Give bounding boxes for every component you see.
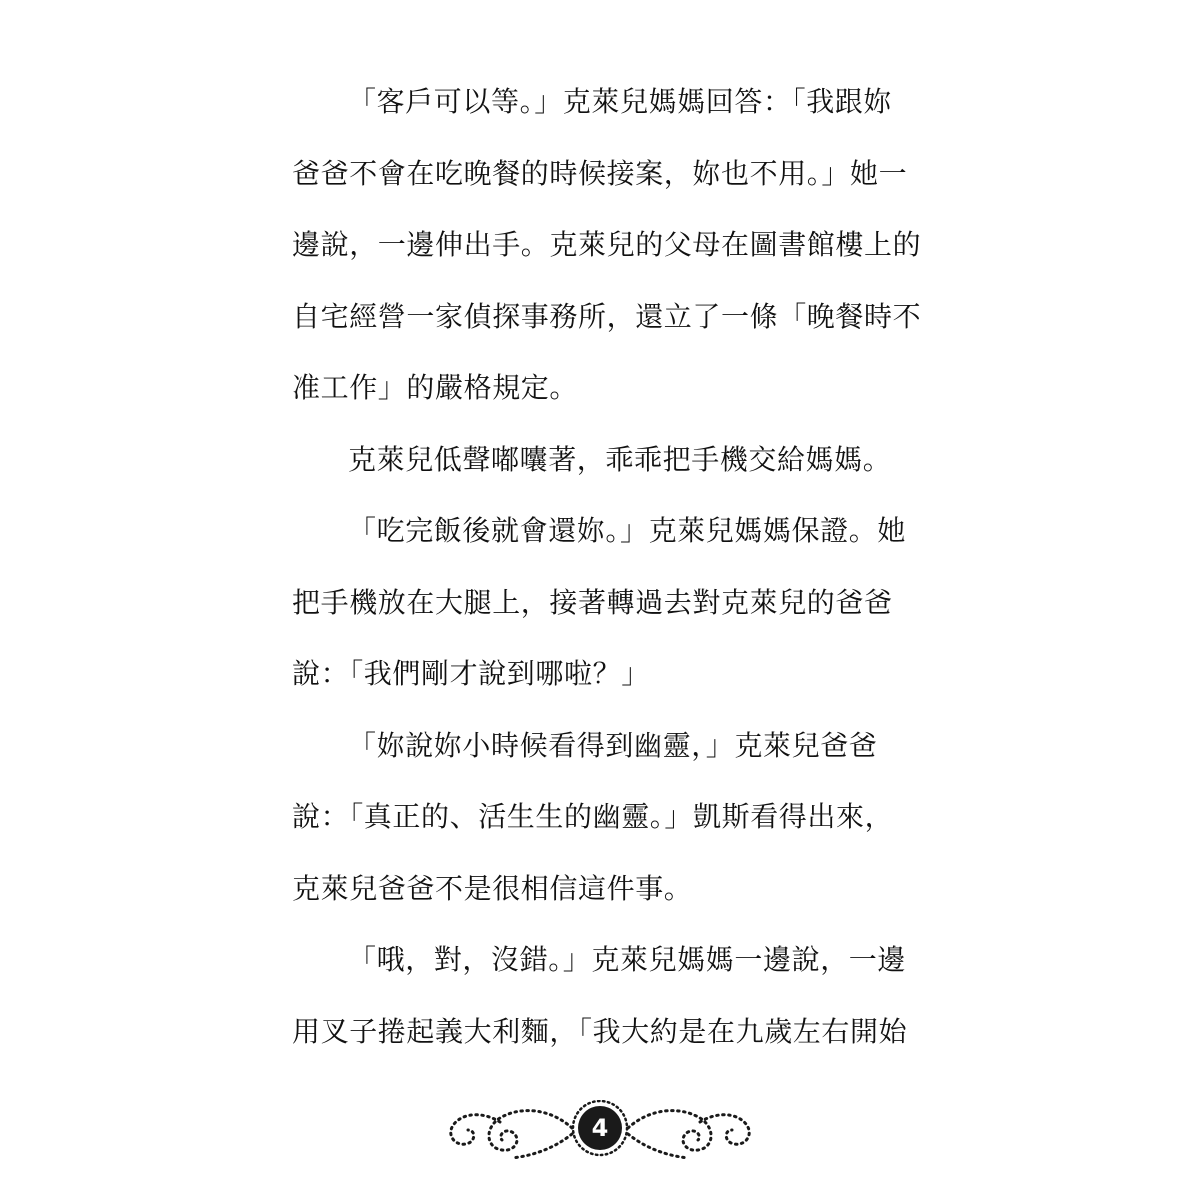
text-line: 「哦，對，沒錯。」克萊兒媽媽一邊說，一邊: [348, 943, 907, 976]
page-number: 4: [591, 1114, 609, 1142]
text-line: 把手機放在大腿上，接著轉過去對克萊兒的爸爸: [292, 585, 893, 619]
text-line: 「吃完飯後就會還妳。」克萊兒媽媽保證。她: [348, 514, 907, 547]
body-text: [292, 66, 922, 1067]
text-line: 「妳說妳小時候看得到幽靈，」克萊兒爸爸: [348, 728, 878, 762]
text-line: 說：「我們剛才說到哪啦？」: [292, 657, 650, 690]
text-line: 自宅經營一家偵探事務所，還立了一條「晚餐時不: [292, 299, 922, 333]
text-line: 說：「真正的、活生生的幽靈。」凱斯看得出來，: [292, 800, 894, 833]
text-line: 准工作」的嚴格規定。: [292, 371, 579, 404]
text-line: 克萊兒低聲嘟囔著，乖乖把手機交給媽媽。: [348, 442, 892, 476]
text-line: 「客戶可以等。」克萊兒媽媽回答：「我跟妳: [348, 85, 893, 118]
text-line: 邊說，一邊伸出手。克萊兒的父母在圖書館樓上的: [292, 228, 922, 261]
text-line: 用叉子捲起義大利麵，「我大約是在九歲左右開始: [292, 1014, 908, 1048]
text-line: 克萊兒爸爸不是很相信這件事。: [292, 871, 693, 905]
text-line: 爸爸不會在吃晚餐的時候接案，妳也不用。」她一: [292, 156, 908, 190]
